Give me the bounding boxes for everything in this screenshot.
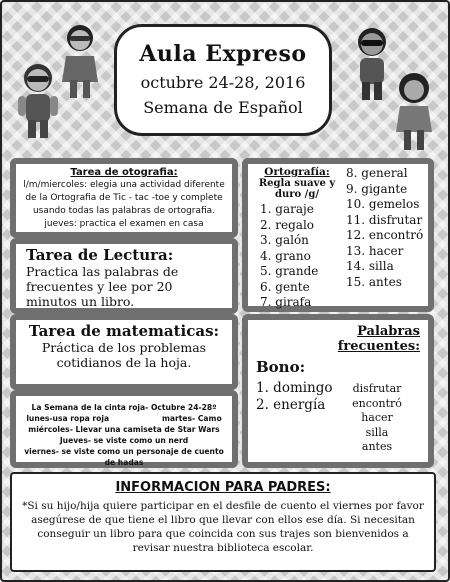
bono-word: 1. domingo: [256, 380, 333, 396]
spelling-word: 9. gigante: [346, 181, 408, 196]
frequent-words-heading: Palabras frecuentes:: [337, 324, 420, 354]
superhero-girl-right-icon: [390, 70, 438, 152]
spelling-word: 2. regalo: [260, 217, 314, 232]
frequent-word: encontró: [352, 396, 402, 410]
frequent-words-box: [242, 314, 434, 468]
spelling-word: 4. grano: [260, 248, 311, 263]
spelling-word: 12. encontró: [346, 228, 424, 242]
math-homework-box: [10, 314, 238, 390]
spelling-word: 5. grande: [260, 264, 319, 278]
spelling-homework-heading: Tarea de otografia:: [70, 167, 178, 178]
spelling-word: 1. garaje: [260, 202, 314, 216]
frequent-word: antes: [361, 440, 393, 453]
frequent-word: silla: [365, 425, 389, 439]
math-text: Práctica de los problemas cotidianos de la hoja.: [41, 340, 207, 370]
spelling-word: 13. hacer: [346, 243, 404, 258]
red-ribbon-line: Jueves- se viste como un nerd: [59, 436, 189, 445]
spelling-word: 6. gente: [260, 279, 310, 294]
parent-info-heading: INFORMACION PARA PADRES:: [115, 480, 331, 495]
spelling-homework-text: l/m/miercoles: elegia una actividad diferente de la Ortografia de Tic - tac -toe y complete usando todas las palabras de ortografia.: [23, 180, 225, 216]
red-ribbon-week-box: [10, 390, 238, 468]
math-heading: Tarea de matematicas:: [28, 322, 220, 340]
frequent-word: hacer: [361, 411, 393, 424]
superhero-boy-left-icon: [14, 60, 62, 140]
bono-word: 2. energía: [256, 397, 326, 413]
spelling-homework-box: [10, 158, 238, 238]
red-ribbon-line: viernes- se viste como un personaje de cuento de hadas: [24, 447, 224, 467]
title-banner: [114, 24, 332, 136]
spelling-word: 7. girafa: [260, 295, 312, 309]
reading-homework-box: [10, 238, 238, 314]
reading-heading: Tarea de Lectura:: [26, 246, 174, 264]
date-range: octubre 24-28, 2016: [140, 73, 306, 92]
week-theme: Semana de Español: [143, 98, 303, 117]
parent-info-box: [10, 472, 436, 572]
frequent-word: disfrutar: [352, 382, 402, 395]
spelling-word: 3. galón: [260, 233, 309, 247]
red-ribbon-line: La Semana de la cinta roja- Octubre 24-28º: [31, 403, 217, 412]
bono-label: Bono:: [256, 358, 306, 376]
spelling-words-right-column: [346, 166, 430, 290]
spelling-homework-thursday: jueves: practica el examen en casa: [44, 219, 204, 229]
spelling-words-heading: Ortografía:: [264, 166, 330, 178]
spelling-word: 11. disfrutar: [346, 212, 423, 227]
superhero-girl-left-icon: [58, 22, 102, 100]
parent-info-text: *Si su hijo/hija quiere participar en el desfile de cuento el viernes por favor asegúrese de que tiene el libro que llevar con ellos ese día. Si necesitan conseguir un libro para que coincida con sus trajes son bienvenidos a revisar nuestra biblioteca escolar.: [22, 500, 424, 554]
spelling-word: 15. antes: [346, 274, 402, 289]
spelling-word: 8. general: [346, 166, 408, 180]
spelling-words-box: [242, 158, 434, 312]
spelling-rule: Regla suave y duro /g/: [258, 178, 336, 200]
spelling-word: 14. silla: [346, 259, 394, 273]
page-title: Aula Expreso: [139, 41, 307, 67]
reading-text: Practica las palabras de frecuentes y lee por 20 minutos un libro.: [26, 264, 179, 309]
red-ribbon-line: lunes-usa ropa roja martes- Camo: [26, 414, 222, 423]
red-ribbon-line: miércoles- Llevar una camiseta de Star Wars: [28, 425, 220, 434]
spelling-words-left-column: [254, 166, 340, 311]
superhero-boy-right-icon: [348, 24, 396, 104]
spelling-word: 10. gemelos: [346, 197, 420, 211]
